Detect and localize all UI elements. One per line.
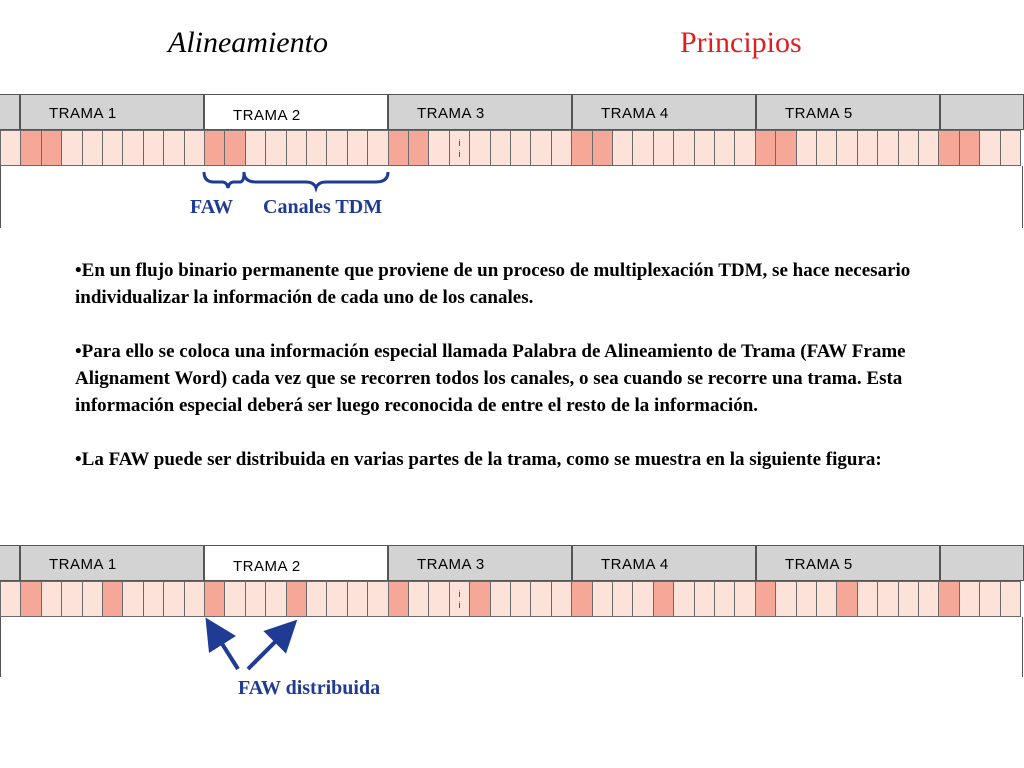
faw-slot (41, 130, 62, 166)
time-slot (796, 130, 817, 166)
time-slot (530, 130, 551, 166)
time-slot (265, 130, 286, 166)
faw-slot (388, 581, 409, 617)
time-slot: i i (449, 130, 470, 166)
time-slot (510, 581, 531, 617)
time-slot (694, 581, 715, 617)
time-slot (673, 581, 694, 617)
faw-slot (592, 130, 613, 166)
time-slot (82, 581, 103, 617)
time-slot (184, 130, 205, 166)
faw-slot (938, 581, 959, 617)
time-slot (877, 130, 898, 166)
faw-slot (755, 581, 776, 617)
time-slot (694, 130, 715, 166)
frame-2-label: TRAMA 2 (233, 558, 301, 575)
faw-slot (20, 581, 41, 617)
time-slot (612, 581, 633, 617)
time-slot (551, 581, 572, 617)
faw-brace (204, 172, 244, 188)
faw-slot (224, 130, 245, 166)
frame-3-label: TRAMA 3 (417, 105, 485, 122)
time-slot (796, 581, 817, 617)
time-slot (265, 581, 286, 617)
slot-row (0, 130, 1024, 166)
frame-header-row (0, 94, 1024, 130)
time-slot (163, 130, 184, 166)
time-slot (184, 581, 205, 617)
time-slot (122, 130, 143, 166)
time-slot (122, 581, 143, 617)
time-slot (367, 581, 388, 617)
faw-label: FAW (190, 196, 233, 218)
time-slot (102, 130, 123, 166)
time-slot (306, 130, 327, 166)
time-slot (816, 581, 837, 617)
faw-slot (938, 130, 959, 166)
time-slot (530, 581, 551, 617)
time-slot (592, 581, 613, 617)
frame-partial-right (940, 94, 1024, 130)
body-text (75, 257, 955, 500)
paragraph-3: •La FAW puede ser distribuida en varias partes de la trama, como se muestra en la siguiente figura: (75, 449, 882, 470)
paragraph-1: •En un flujo binario permanente que proviene de un proceso de multiplexación TDM, se hace necesario individualizar la información de cada uno de los canales. (75, 260, 911, 308)
frame-4 (572, 545, 756, 581)
time-slot (469, 130, 490, 166)
time-slot (857, 130, 878, 166)
right-edge-line (1022, 166, 1023, 228)
time-slot (816, 130, 837, 166)
time-slot (0, 581, 21, 617)
time-slot (245, 130, 266, 166)
tdm-channels-label: Canales TDM (263, 196, 383, 218)
time-slot (898, 581, 919, 617)
time-slot (82, 130, 103, 166)
faw-slot (959, 130, 980, 166)
frame-partial-left (0, 94, 20, 130)
time-slot: i i (449, 581, 470, 617)
faw-slot (469, 581, 490, 617)
time-slot (286, 130, 307, 166)
time-slot (551, 130, 572, 166)
time-slot (0, 130, 21, 166)
time-slot (61, 130, 82, 166)
frame-5 (756, 545, 940, 581)
time-slot (1000, 130, 1021, 166)
time-slot (632, 130, 653, 166)
faw-slot (286, 581, 307, 617)
time-slot (326, 581, 347, 617)
time-slot (408, 581, 429, 617)
faw-slot (388, 130, 409, 166)
faw-slot (571, 130, 592, 166)
time-slot (367, 130, 388, 166)
frame-1 (20, 94, 204, 130)
frame-partial-left (0, 545, 20, 581)
faw-slot (836, 581, 857, 617)
time-slot (857, 581, 878, 617)
frame-header-row (0, 545, 1024, 581)
time-slot (347, 581, 368, 617)
time-slot (918, 130, 939, 166)
time-slot (41, 581, 62, 617)
time-slot (918, 581, 939, 617)
frame-3 (388, 94, 572, 130)
time-slot (490, 130, 511, 166)
time-slot (877, 581, 898, 617)
faw-slot (755, 130, 776, 166)
faw-slot (20, 130, 41, 166)
time-slot (347, 130, 368, 166)
frame-3 (388, 545, 572, 581)
time-slot (673, 130, 694, 166)
time-slot (428, 581, 449, 617)
right-edge-line (1022, 617, 1023, 677)
time-slot (1000, 581, 1021, 617)
time-slot (61, 581, 82, 617)
faw-slot (408, 130, 429, 166)
time-slot (632, 581, 653, 617)
title-alineamiento: Alineamiento (168, 26, 328, 59)
time-slot (734, 581, 755, 617)
frame-1-label: TRAMA 1 (49, 556, 117, 573)
frame-5 (756, 94, 940, 130)
faw-slot (204, 581, 225, 617)
arrows-svg (0, 617, 420, 677)
frame-5-label: TRAMA 5 (785, 556, 853, 573)
time-slot (979, 130, 1000, 166)
time-slot (836, 130, 857, 166)
frame-4-label: TRAMA 4 (601, 556, 669, 573)
time-slot (163, 581, 184, 617)
frame-4-label: TRAMA 4 (601, 105, 669, 122)
faw-distributed-label: FAW distribuida (238, 677, 381, 699)
time-slot (143, 130, 164, 166)
frame-2 (204, 94, 388, 130)
frame-1 (20, 545, 204, 581)
faw-slot (102, 581, 123, 617)
time-slot (143, 581, 164, 617)
faw-slot (204, 130, 225, 166)
arrow-to-faw-1 (214, 631, 238, 669)
time-slot (653, 130, 674, 166)
time-slot (510, 130, 531, 166)
time-slot (734, 130, 755, 166)
time-slot (326, 130, 347, 166)
faw-slot (775, 130, 796, 166)
frame-partial-right (940, 545, 1024, 581)
frame-2-label: TRAMA 2 (233, 107, 301, 124)
time-slot (714, 130, 735, 166)
frame-1-label: TRAMA 1 (49, 105, 117, 122)
time-slot (775, 581, 796, 617)
frame-2 (204, 545, 388, 581)
frame-4 (572, 94, 756, 130)
time-slot (979, 581, 1000, 617)
time-slot (959, 581, 980, 617)
tdm-brace (244, 172, 388, 188)
brace-svg (0, 166, 420, 196)
paragraph-2: •Para ello se coloca una información especial llamada Palabra de Alineamiento de Trama (FAW Frame Alignament Word) cada vez que se recorren todos los canales, o sea cuando se recorre una trama. Esta información especial deberá ser luego reconocida de entre el resto de la información. (75, 341, 906, 416)
time-slot (612, 130, 633, 166)
title-principios: Principios (680, 26, 802, 59)
faw-slot (653, 581, 674, 617)
frame-3-label: TRAMA 3 (417, 556, 485, 573)
time-slot (898, 130, 919, 166)
time-slot (245, 581, 266, 617)
slot-row (0, 581, 1024, 617)
time-slot (714, 581, 735, 617)
time-slot (306, 581, 327, 617)
time-slot (224, 581, 245, 617)
arrow-to-faw-2 (248, 631, 286, 669)
faw-slot (571, 581, 592, 617)
frame-5-label: TRAMA 5 (785, 105, 853, 122)
time-slot (490, 581, 511, 617)
time-slot (428, 130, 449, 166)
